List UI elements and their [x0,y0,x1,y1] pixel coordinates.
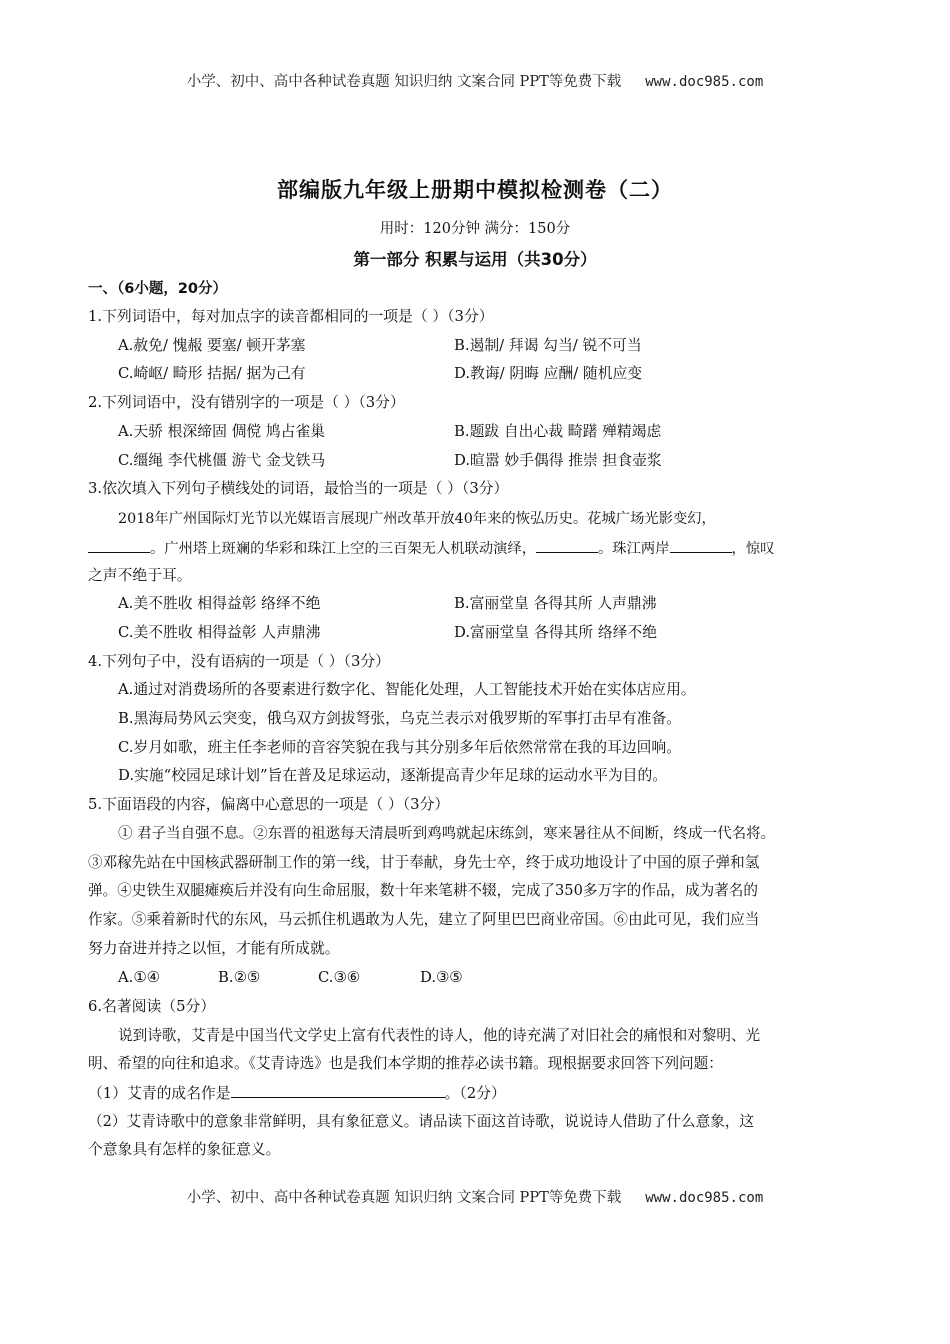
header-text: 小学、初中、高中各种试卷真题 知识归纳 文案合同 PPT等免费下载 [186,74,622,90]
section-heading: 一、（6小题，20分） [88,281,228,297]
answer-blank[interactable] [231,1083,445,1098]
footer-text: 小学、初中、高中各种试卷真题 知识归纳 文案合同 PPT等免费下载 [186,1190,622,1206]
q1-option-b: B.遏制/ 拜谒 勾当/ 锐不可当 [454,337,642,354]
q6-sub-2-line-1: （2）艾青诗歌中的意象非常鲜明，具有象征意义。请品读下面这首诗歌，说说诗人借助了什么意象，这 [88,1113,755,1130]
q1-option-d: D.教诲/ 阴晦 应酬/ 随机应变 [454,365,643,382]
q6-stem: 6.名著阅读（5分） [88,998,216,1015]
part-heading: 第一部分 积累与运用（共30分） [353,250,597,269]
q5-passage-line-2: ③邓稼先站在中国核武器研制工作的第一线，甘于奉献，身先士卒，终于成功地设计了中国的原子弹和氢 [88,854,760,871]
q1-option-c: C.崎岖/ 畸形 拮据/ 据为己有 [118,365,306,382]
fill-blank[interactable] [88,538,150,553]
q2-option-a: A.天骄 根深缔固 倜傥 鸠占雀巢 [118,423,326,440]
q3-passage-line-3: 之声不绝于耳。 [88,567,192,584]
q2-stem: 2.下列词语中，没有错别字的一项是（ ）（3分） [88,394,405,411]
q3-option-a: A.美不胜收 相得益彰 络绎不绝 [118,595,321,612]
q5-passage-line-3: 弹。④史铁生双腿瘫痪后并没有向生命屈服，数十年来笔耕不辍，完成了350多万字的作品，成为著名的 [88,882,758,899]
q4-option-a: A.通过对消费场所的各要素进行数字化、智能化处理，人工智能技术开始在实体店应用。 [118,681,696,698]
q4-option-b: B.黑海局势风云突变，俄乌双方剑拔弩张，乌克兰表示对俄罗斯的军事打击早有准备。 [118,710,682,727]
fill-blank[interactable] [536,538,598,553]
q5-passage-line-5: 努力奋进并持之以恒，才能有所成就。 [88,940,340,957]
q1-option-a: A.赦免/ 愧赧 要塞/ 顿开茅塞 [118,337,306,354]
q6-sub-2-line-2: 个意象具有怎样的象征意义。 [88,1141,281,1158]
q4-stem: 4.下列句子中，没有语病的一项是（ ）（3分） [88,653,390,670]
q5-passage-line-4: 作家。⑤乘着新时代的东风，马云抓住机遇敢为人先，建立了阿里巴巴商业帝国。⑥由此可见，我们应当 [88,911,760,928]
header-url[interactable]: www.doc985.com [645,74,764,90]
q5-stem: 5.下面语段的内容，偏离中心意思的一项是（ ）（3分） [88,796,450,813]
q5-option-c: C.③⑥ [318,969,361,986]
q5-option-d: D.③⑤ [420,969,463,986]
q3-passage-line-1: 2018年广州国际灯光节以光媒语言展现广州改革开放40年来的恢弘历史。花城广场光影变幻， [118,511,716,527]
q3-passage-line-2: 。广州塔上斑斓的华彩和珠江上空的三百架无人机联动演绎， 。珠江两岸 ，惊叹 [88,538,774,559]
q2-option-b: B.题跋 自出心裁 畸躇 殚精竭虑 [454,423,662,440]
page-footer [0,1186,950,1207]
q3-option-b: B.富丽堂皇 各得其所 人声鼎沸 [454,595,657,612]
exam-subtitle: 用时：120分钟 满分：150分 [379,221,571,237]
q3-stem: 3.依次填入下列句子横线处的词语，最恰当的一项是（ ）（3分） [88,480,509,497]
q4-option-d: D.实施“校园足球计划”旨在普及足球运动，逐渐提高青少年足球的运动水平为目的。 [118,767,668,784]
q6-intro-line-2: 明、希望的向往和追求。《艾青诗选》也是我们本学期的推荐必读书籍。现根据要求回答下列问题： [88,1055,723,1072]
q4-option-c: C.岁月如歌，班主任李老师的音容笑貌在我与其分别多年后依然常常在我的耳边回响。 [118,739,681,756]
q3-option-d: D.富丽堂皇 各得其所 络绎不绝 [454,624,658,641]
q2-option-d: D.暄嚣 妙手偶得 推崇 担食壶浆 [454,452,662,469]
page-header [0,70,950,91]
exam-title: 部编版九年级上册期中模拟检测卷（二） [277,178,673,202]
q5-passage-line-1: ① 君子当自强不息。②东晋的祖逖每天清晨听到鸡鸣就起床练剑，寒来暑往从不间断，终成一代名将。 [118,826,776,842]
q6-sub-1: （1）艾青的成名作是 。（2分） [88,1085,506,1102]
q3-option-c: C.美不胜收 相得益彰 人声鼎沸 [118,624,321,641]
q6-intro-line-1: 说到诗歌，艾青是中国当代文学史上富有代表性的诗人，他的诗充满了对旧社会的痛恨和对黎明、光 [118,1027,761,1044]
q5-option-b: B.②⑤ [218,969,261,986]
q5-option-a: A.①④ [118,969,160,986]
fill-blank[interactable] [670,538,732,553]
footer-url[interactable]: www.doc985.com [645,1190,764,1206]
q1-stem: 1.下列词语中，每对加点字的读音都相同的一项是（ ）（3分） [88,308,494,325]
q2-option-c: C.缰绳 李代桃僵 游弋 金戈铁马 [118,452,326,469]
